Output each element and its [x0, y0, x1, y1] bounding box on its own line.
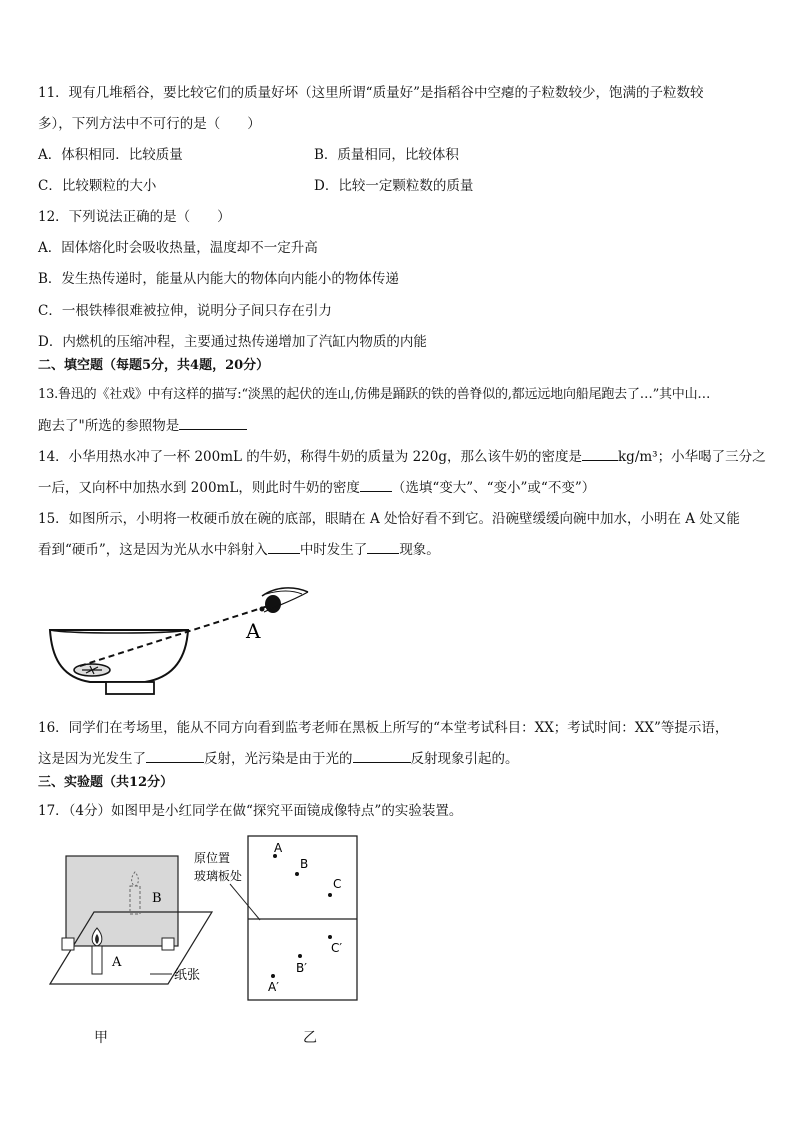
- figure-b-caption: 乙: [303, 1030, 317, 1046]
- paper-label: 纸张: [174, 968, 201, 983]
- q16-stem-line2: [38, 750, 519, 768]
- glass-position-label: 玻璃板处: [194, 869, 243, 883]
- q14-text-1b: kg/m³；小华喝了三分之: [618, 449, 766, 465]
- section-2-heading: 二、填空题（每题5分，共4题，20分）: [38, 358, 270, 373]
- q15-text-2a: 看到“硬币”，这是因为光从水中斜射入: [38, 542, 268, 558]
- q16-text-2c: 反射现象引起的。: [410, 751, 519, 767]
- answer-blank[interactable]: [146, 750, 204, 763]
- q11-option-c: C．比较颗粒的大小: [38, 178, 157, 194]
- q14-stem-line2: [38, 479, 595, 497]
- q15-stem-line1: 15．如图所示，小明将一枚硬币放在碗的底部，眼睛在 A 处恰好看不到它。沿碗壁缓缓向碗中加水，小明在 A 处又能: [38, 511, 740, 527]
- point-c-prime-label: C′: [331, 941, 343, 955]
- image-points-figure: [188, 832, 368, 1004]
- q13-stem-text: 跑去了"所选的参照物是: [38, 418, 180, 434]
- candle-a-label: A: [112, 955, 122, 970]
- answer-blank[interactable]: [367, 541, 399, 554]
- section-3-heading: 三、实验题（共12分）: [38, 775, 174, 790]
- q11-stem-line1: 11．现有几堆稻谷，要比较它们的质量好坏（这里所谓“质量好”是指稻谷中空瘪的子粒数较少，饱满的子粒数较: [38, 85, 704, 101]
- q11-option-a: A．体积相同．比较质量: [38, 147, 183, 163]
- q11-stem-line2: 多），下列方法中不可行的是（ ）: [38, 116, 261, 132]
- q13-stem-line1: 13.鲁迅的《社戏》中有这样的描写:“淡黑的起伏的连山,仿佛是踊跃的铁的兽脊似的,都远远地向船尾跑去了…”其中山…: [38, 387, 711, 402]
- answer-blank[interactable]: [353, 750, 411, 763]
- q15-text-2c: 现象。: [399, 542, 440, 558]
- q13-stem-line2: [38, 417, 247, 435]
- figure-a-caption: 甲: [94, 1030, 108, 1046]
- q16-text-2a: 这是因为光发生了: [38, 751, 146, 767]
- point-a-prime-label: A′: [268, 980, 279, 994]
- answer-blank[interactable]: [360, 479, 392, 492]
- original-position-label: 原位置: [194, 851, 231, 865]
- q14-stem-line1: [38, 448, 766, 466]
- q12-option-c: C．一根铁棒很难被拉伸，说明分子间只存在引力: [38, 303, 332, 319]
- point-a-label: A: [274, 841, 283, 855]
- q14-text-2a: 一后，又向杯中加热水到 200mL，则此时牛奶的密度: [38, 480, 360, 496]
- q12-option-b: B．发生热传递时，能量从内能大的物体向内能小的物体传递: [38, 271, 399, 287]
- point-b-prime-label: B′: [296, 961, 307, 975]
- answer-blank[interactable]: [268, 541, 300, 554]
- q11-option-d: D．比较一定颗粒数的质量: [314, 178, 474, 194]
- bowl-coin-figure: [40, 582, 320, 700]
- q17-stem: 17．（4分）如图甲是小红同学在做“探究平面镜成像特点”的实验装置。: [38, 803, 463, 819]
- answer-blank[interactable]: [582, 448, 618, 461]
- q14-text-1a: 14．小华用热水冲了一杯 200mL 的牛奶，称得牛奶的质量为 220g，那么该牛奶的密度是: [38, 449, 582, 465]
- q11-option-b: B．质量相同，比较体积: [314, 147, 459, 163]
- q12-option-a: A．固体熔化时会吸收热量，温度却不一定升高: [38, 240, 318, 256]
- point-c-label: C: [333, 877, 342, 891]
- q15-stem-line2: [38, 541, 440, 559]
- point-b-label: B: [300, 857, 309, 871]
- q14-text-2b: （选填“变大”、“变小”或“不变”）: [391, 480, 596, 496]
- answer-blank[interactable]: [179, 417, 247, 430]
- q12-stem: 12．下列说法正确的是（ ）: [38, 209, 231, 225]
- q16-text-2b: 反射，光污染是由于光的: [204, 751, 353, 767]
- candle-b-label: B: [152, 891, 162, 906]
- q16-stem-line1: 16．同学们在考场里，能从不同方向看到监考老师在黑板上所写的“本堂考试科目：XX；考试时间：XX”等提示语，: [38, 720, 729, 736]
- q15-text-2b: 中时发生了: [299, 542, 368, 558]
- eye-label-a: A: [246, 619, 261, 643]
- q12-option-d: D．内燃机的压缩冲程，主要通过热传递增加了汽缸内物质的内能: [38, 334, 427, 350]
